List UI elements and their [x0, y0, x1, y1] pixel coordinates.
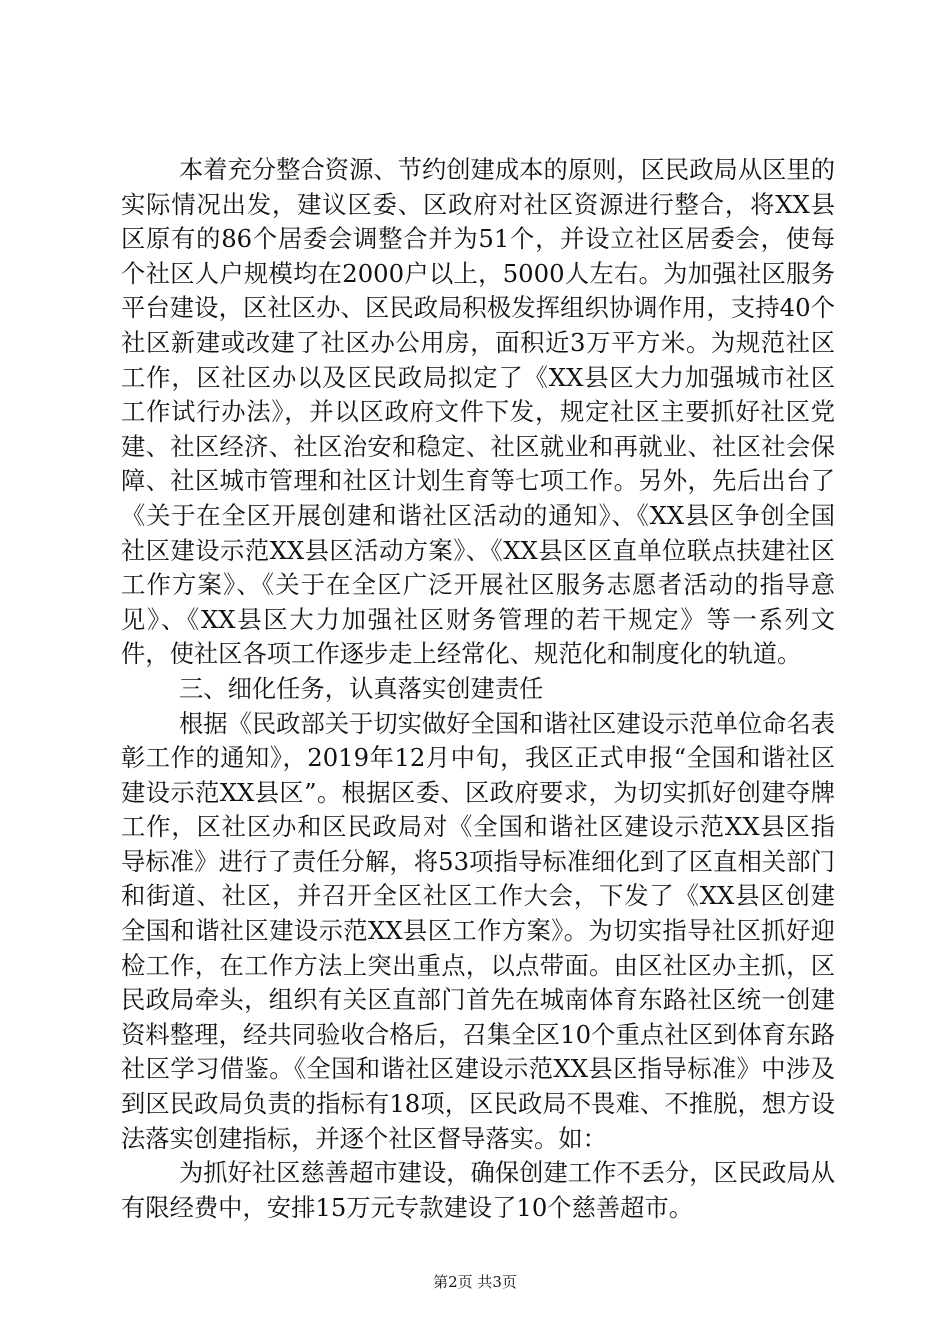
page-number-footer: 第2页 共3页 [433, 1273, 517, 1291]
section-heading-3: 三、细化任务，认真落实创建责任 [179, 673, 544, 703]
document-body [121, 153, 835, 1225]
paragraph-task-refinement: 根据《民政部关于切实做好全国和谐社区建设示范单位命名表彰工作的通知》，2019年12月中旬，我区正式申报“全国和谐社区建设示范XX县区”。根据区委、区政府要求，为切实抓好创建夺牌工作，区社区办和区民政局对《全国和谐社区建设示范XX县区指导标准》进行了责任分解，将53项指导标准细化到了区直相关部门和街道、社区，并召开全区社区工作大会，下发了《XX县区创建全国和谐社区建设示范XX县区工作方案》。为切实指导社区抓好迎检工作，在工作方法上突出重点，以点带面。由区社区办主抓，区民政局牵头，组织有关区直部门首先在城南体育东路社区统一创建资料整理，经共同验收合格后，召集全区10个重点社区到体育东路社区学习借鉴。《全国和谐社区建设示范XX县区指导标准》中涉及到区民政局负责的指标有18项，区民政局不畏难、不推脱，想方设法落实创建指标，并逐个社区督导落实。如： [121, 708, 836, 1153]
paragraph-charity-supermarket: 为抓好社区慈善超市建设，确保创建工作不丢分，区民政局从有限经费中，安排15万元专款建设了10个慈善超市。 [121, 1158, 836, 1222]
paragraph-resource-integration: 本着充分整合资源、节约创建成本的原则，区民政局从区里的实际情况出发，建议区委、区政府对社区资源进行整合，将XX县区原有的86个居委会调整合并为51个，并设立社区居委会，使每个社区人户规模均在2000户以上，5000人左右。为加强社区服务平台建设，区社区办、区民政局积极发挥组织协调作用，支持40个社区新建或改建了社区办公用房，面积近3万平方米。为规范社区工作，区社区办以及区民政局拟定了《XX县区大力加强城市社区工作试行办法》，并以区政府文件下发，规定社区主要抓好社区党建、社区经济、社区治安和稳定、社区就业和再就业、社区社会保障、社区城市管理和社区计划生育等七项工作。另外，先后出台了《关于在全区开展创建和谐社区活动的通知》、《XX县区争创全国社区建设示范XX县区活动方案》、《XX县区区直单位联点扶建社区工作方案》、《关于在全区广泛开展社区服务志愿者活动的指导意见》、《XX县区大力加强社区财务管理的若干规定》等一系列文件，使社区各项工作逐步走上经常化、规范化和制度化的轨道。 [121, 155, 836, 669]
